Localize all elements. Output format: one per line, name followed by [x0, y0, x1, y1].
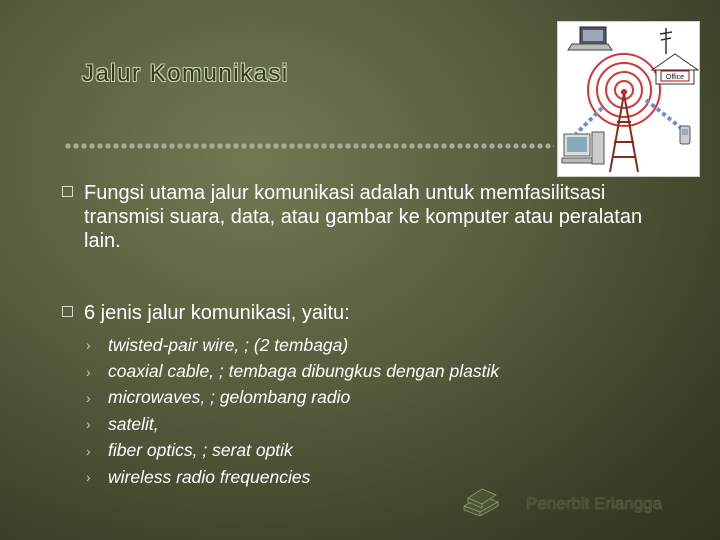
chevron-right-icon: › — [86, 337, 91, 354]
mobile-device-icon — [680, 126, 690, 144]
chevron-right-icon: › — [86, 389, 91, 406]
office-label: Office — [665, 74, 685, 81]
laptop-icon — [568, 27, 612, 50]
sub-bullet-list — [86, 332, 499, 490]
sub-item-text: coaxial cable, ; tembaga dibungkus dengan plastik — [108, 361, 500, 382]
office-building-icon — [652, 28, 698, 84]
dotted-divider — [64, 142, 554, 150]
chevron-right-icon: › — [86, 469, 91, 486]
sub-item-text: twisted-pair wire, ; (2 tembaga) — [108, 334, 349, 355]
sub-item-text: fiber optics, ; serat optik — [108, 440, 293, 461]
list-item — [86, 385, 499, 411]
publisher-name: Penerbit Erlangga — [526, 493, 663, 513]
sub-item-text: wireless radio frequencies — [108, 466, 311, 487]
chevron-right-icon: › — [86, 442, 91, 459]
list-item — [86, 464, 499, 490]
bullet-item — [62, 181, 674, 253]
square-bullet-icon — [62, 186, 73, 197]
publisher-footer — [462, 486, 662, 521]
chevron-right-icon: › — [86, 416, 91, 433]
sub-item-text: satelit, — [108, 413, 159, 434]
books-logo-icon — [462, 486, 500, 521]
desktop-computer-icon — [562, 132, 604, 164]
chevron-right-icon: › — [86, 363, 91, 380]
list-item — [86, 438, 499, 464]
list-item — [86, 358, 499, 384]
bullet-text: Fungsi utama jalur komunikasi adalah untuk memfasilitsasi transmisi suara, data, atau gambar ke komputer atau peralatan lain. — [84, 182, 643, 252]
square-bullet-icon — [62, 306, 73, 317]
slide-title: Jalur Komunikasi — [82, 60, 289, 87]
list-item — [86, 411, 499, 437]
bullet-item — [62, 301, 674, 325]
sub-item-text: microwaves, ; gelombang radio — [108, 387, 351, 408]
list-item — [86, 332, 499, 358]
bullet-text: 6 jenis jalur komunikasi, yaitu: — [84, 302, 350, 324]
wireless-tower-illustration — [557, 21, 700, 177]
